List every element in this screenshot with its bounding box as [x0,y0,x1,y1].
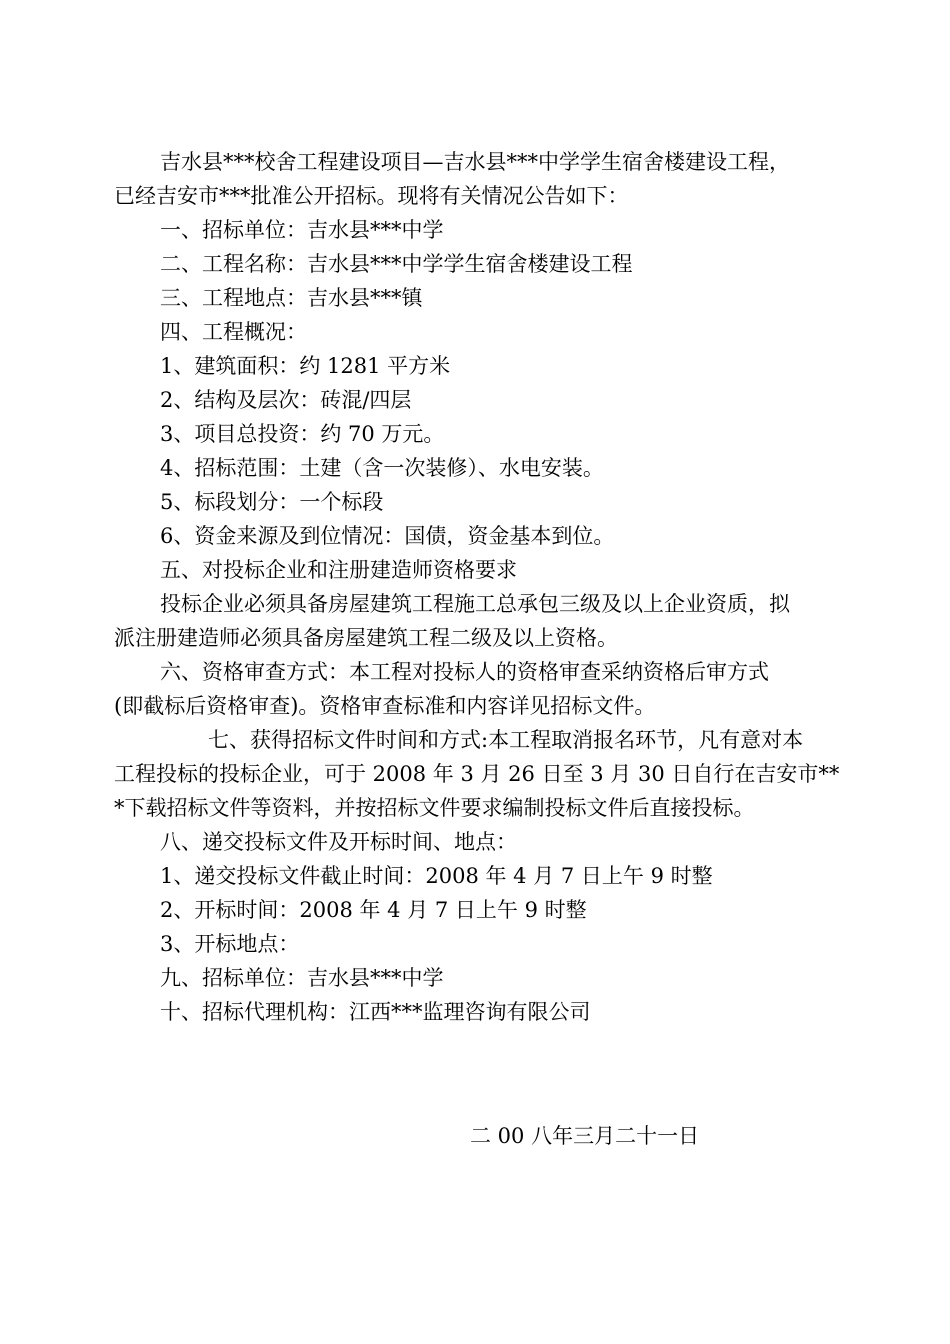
date-spacer [114,1029,830,1119]
paragraph-26: 十、招标代理机构：江西***监理咨询有限公司 [160,1000,591,1024]
paragraph-6: 四、工程概况： [160,320,307,344]
paragraph-19: 工程投标的投标企业，可于 2008 年 3 月 26 日至 3 月 30 日自行在吉安市** [114,762,840,786]
paragraph-1: 吉水县***校舍工程建设项目—吉水县***中学学生宿舍楼建设工程， [160,150,790,174]
paragraph-21: 八、递交投标文件及开标时间、地点： [160,830,517,854]
document-date: 二 00 八年三月二十一日 [470,1124,700,1148]
paragraph-13: 五、对投标企业和注册建造师资格要求 [160,558,517,582]
document-body [114,145,840,1153]
paragraph-8: 2、结构及层次：砖混/四层 [160,388,412,412]
paragraph-20: *下载招标文件等资料，并按招标文件要求编制投标文件后直接投标。 [114,796,755,820]
paragraph-14: 投标企业必须具备房屋建筑工程施工总承包三级及以上企业资质，拟 [160,592,790,616]
paragraph-3: 一、招标单位：吉水县***中学 [160,218,444,242]
paragraph-2: 已经吉安市***批准公开招标。现将有关情况公告如下： [114,184,629,208]
paragraph-4: 二、工程名称：吉水县***中学学生宿舍楼建设工程 [160,252,633,276]
paragraph-18: 七、获得招标文件时间和方式:本工程取消报名环节，凡有意对本 [208,728,804,752]
paragraph-7: 1、建筑面积：约 1281 平方米 [160,354,451,378]
paragraph-22: 1、递交投标文件截止时间：2008 年 4 月 7 日上午 9 时整 [160,864,713,888]
paragraph-23: 2、开标时间：2008 年 4 月 7 日上午 9 时整 [160,898,587,922]
paragraph-5: 三、工程地点：吉水县***镇 [160,286,423,310]
paragraph-10: 4、招标范围：土建（含一次装修）、水电安装。 [160,456,604,480]
paragraph-9: 3、项目总投资：约 70 万元。 [160,422,445,446]
paragraph-12: 6、资金来源及到位情况：国债，资金基本到位。 [160,524,615,548]
paragraph-25: 九、招标单位：吉水县***中学 [160,966,444,990]
paragraph-24: 3、开标地点： [160,932,300,956]
paragraph-16: 六、资格审查方式：本工程对投标人的资格审查采纳资格后审方式 [160,660,769,684]
paragraph-15: 派注册建造师必须具备房屋建筑工程二级及以上资格。 [114,626,618,650]
paragraph-11: 5、标段划分：一个标段 [160,490,384,514]
paragraph-17: (即截标后资格审查)。资格审查标准和内容详见招标文件。 [114,694,656,718]
